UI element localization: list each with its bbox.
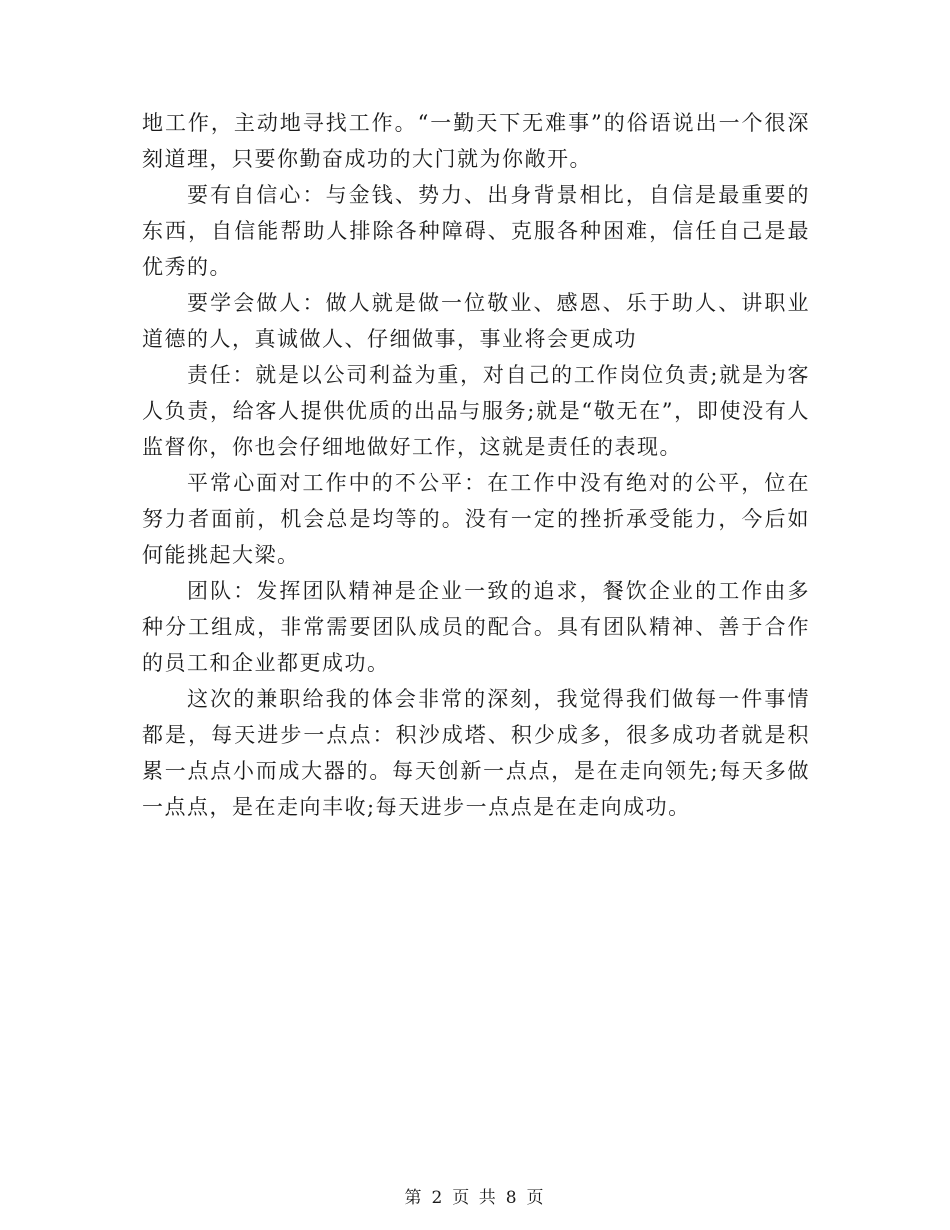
page-label-mid: 页 共 bbox=[452, 1188, 498, 1208]
current-page-number: 2 bbox=[431, 1188, 445, 1208]
paragraph-fairness: 平常心面对工作中的不公平：在工作中没有绝对的公平，位在努力者面前，机会总是均等的。没有一定的挫折承受能力，今后如何能挑起大梁。 bbox=[142, 471, 810, 567]
total-pages-number: 8 bbox=[505, 1188, 519, 1208]
paragraph-continuation: 地工作，主动地寻找工作。“一勤天下无难事”的俗语说出一个很深刻道理，只要你勤奋成功的大门就为你敞开。 bbox=[142, 111, 810, 171]
paragraph-conclusion: 这次的兼职给我的体会非常的深刻，我觉得我们做每一件事情都是，每天进步一点点：积沙成塔、积少成多，很多成功者就是积累一点点小而成大器的。每天创新一点点，是在走向领先;每天多做一点点，是在走向丰收;每天进步一点点是在走向成功。 bbox=[142, 687, 810, 819]
page-label-prefix: 第 bbox=[404, 1188, 424, 1208]
paragraph-teamwork: 团队：发挥团队精神是企业一致的追求，餐饮企业的工作由多种分工组成，非常需要团队成员的配合。具有团队精神、善于合作的员工和企业都更成功。 bbox=[142, 579, 810, 675]
paragraph-confidence: 要有自信心：与金钱、势力、出身背景相比，自信是最重要的东西，自信能帮助人排除各种障碍、克服各种困难，信任自己是最优秀的。 bbox=[142, 183, 810, 279]
paragraph-responsibility: 责任：就是以公司利益为重，对自己的工作岗位负责;就是为客人负责，给客人提供优质的出品与服务;就是“敬无在”，即使没有人监督你，你也会仔细地做好工作，这就是责任的表现。 bbox=[142, 363, 810, 459]
document-body bbox=[142, 105, 810, 825]
page-label-suffix: 页 bbox=[526, 1188, 546, 1208]
paragraph-conduct: 要学会做人：做人就是做一位敬业、感恩、乐于助人、讲职业道德的人，真诚做人、仔细做事，事业将会更成功 bbox=[142, 291, 810, 351]
page-number-footer bbox=[0, 1183, 950, 1208]
